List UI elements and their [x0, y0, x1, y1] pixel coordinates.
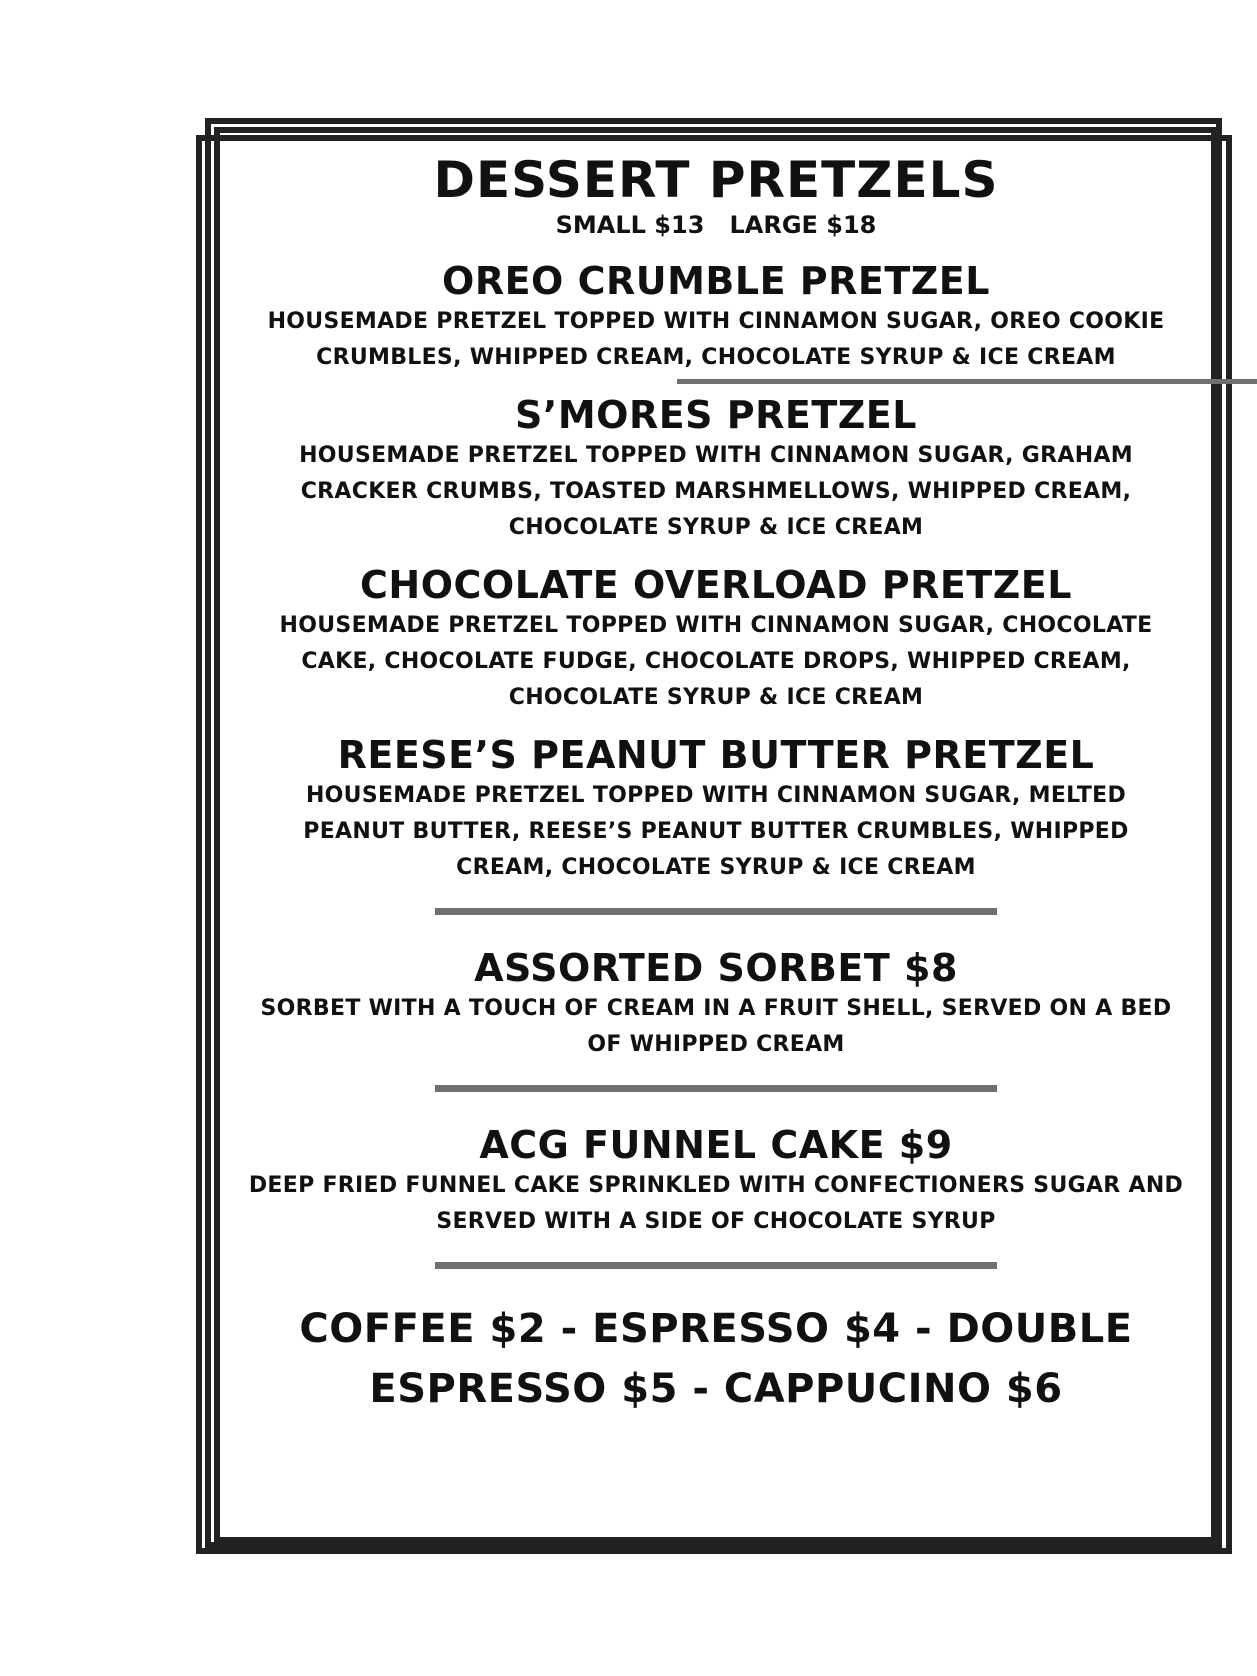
page-title: DESSERT PRETZELS	[433, 151, 999, 209]
item-name: ASSORTED SORBET $8	[474, 946, 958, 990]
drinks-list: COFFEE $2 - ESPRESSO $4 - DOUBLE ESPRESSO $5 - CAPPUCINO $6	[299, 1306, 1133, 1412]
item-name: ACG FUNNEL CAKE $9	[479, 1123, 953, 1167]
divider	[435, 1262, 997, 1269]
menu-item-oreo	[236, 258, 1196, 376]
menu-item-reeses	[236, 732, 1196, 886]
divider	[435, 1085, 997, 1092]
menu-item-funnel-cake	[236, 1122, 1196, 1240]
item-name: S’MORES PRETZEL	[515, 393, 917, 437]
stray-line	[677, 379, 1257, 384]
menu-item-sorbet	[236, 945, 1196, 1063]
menu-content	[236, 150, 1196, 1419]
item-name: REESE’S PEANUT BUTTER PRETZEL	[337, 733, 1095, 777]
item-description: DEEP FRIED FUNNEL CAKE SPRINKLED WITH CONFECTIONERS SUGAR AND SERVED WITH A SIDE OF CHOCOLATE SYRUP	[248, 1173, 1184, 1234]
item-name: OREO CRUMBLE PRETZEL	[442, 259, 990, 303]
item-description: HOUSEMADE PRETZEL TOPPED WITH CINNAMON SUGAR, CHOCOLATE CAKE, CHOCOLATE FUDGE, CHOCOLATE DROPS, WHIPPED CREAM, CHOCOLATE SYRUP & ICE CREAM	[279, 613, 1153, 710]
divider	[435, 908, 997, 915]
menu-item-chocolate-overload	[236, 562, 1196, 716]
menu-item-smores	[236, 392, 1196, 546]
item-description: HOUSEMADE PRETZEL TOPPED WITH CINNAMON SUGAR, GRAHAM CRACKER CRUMBS, TOASTED MARSHMELLOWS, WHIPPED CREAM, CHOCOLATE SYRUP & ICE CREAM	[299, 443, 1133, 540]
item-description: SORBET WITH A TOUCH OF CREAM IN A FRUIT SHELL, SERVED ON A BED OF WHIPPED CREAM	[260, 996, 1172, 1057]
item-description: HOUSEMADE PRETZEL TOPPED WITH CINNAMON SUGAR, OREO COOKIE CRUMBLES, WHIPPED CREAM, CHOCOLATE SYRUP & ICE CREAM	[267, 309, 1165, 370]
item-description: HOUSEMADE PRETZEL TOPPED WITH CINNAMON SUGAR, MELTED PEANUT BUTTER, REESE’S PEANUT BUTTER CRUMBLES, WHIPPED CREAM, CHOCOLATE SYRUP & ICE CREAM	[303, 783, 1129, 880]
item-name: CHOCOLATE OVERLOAD PRETZEL	[360, 563, 1072, 607]
pretzel-sizes: SMALL $13 LARGE $18	[555, 211, 877, 239]
